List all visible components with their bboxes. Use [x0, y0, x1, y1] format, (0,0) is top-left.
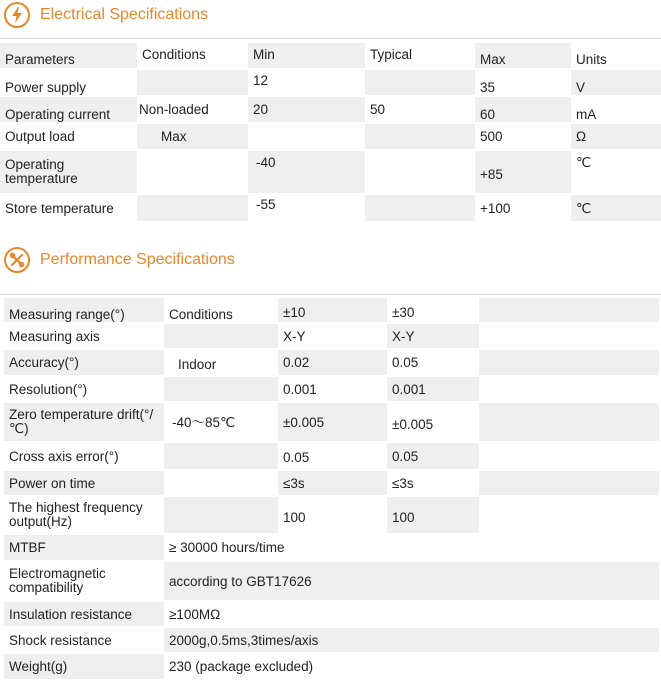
table-cell	[365, 69, 475, 96]
table-row	[4, 323, 659, 349]
performance-table	[4, 296, 659, 679]
table-cell: Store temperature	[0, 194, 137, 221]
table-row	[4, 534, 659, 561]
table-cell: Zero temperature drift(°/℃)	[4, 402, 164, 442]
table-row	[4, 402, 659, 442]
table-cell: ±0.005	[387, 402, 479, 442]
table-cell: +100	[475, 194, 571, 221]
tools-icon	[4, 247, 30, 273]
table-cell	[164, 323, 278, 349]
table-cell: 0.05	[278, 442, 387, 470]
table-cell	[164, 470, 278, 496]
table-cell: Indoor	[164, 349, 278, 376]
table-cell: ≤3s	[387, 470, 479, 496]
header-cell: Parameters	[0, 42, 137, 69]
table-cell: Accuracy(°)	[4, 349, 164, 376]
performance-title: Performance Specifications	[40, 251, 235, 268]
table-cell	[479, 442, 659, 470]
table-cell: ≥ 30000 hours/time	[164, 534, 659, 561]
table-cell	[137, 69, 248, 96]
table-cell: 2000g,0.5ms,3times/axis	[164, 627, 659, 653]
table-cell: Electromagnetic compatibility	[4, 561, 164, 601]
table-row	[4, 601, 659, 627]
table-row	[4, 442, 659, 470]
table-cell: Output load	[0, 123, 137, 150]
table-cell: ≥100MΩ	[164, 601, 659, 627]
table-cell	[137, 194, 248, 221]
table-cell: Measuring range(°)	[4, 297, 164, 323]
table-cell: ±0.005	[278, 402, 387, 442]
table-cell: 50	[365, 96, 475, 123]
table-cell: 0.02	[278, 349, 387, 376]
table-header-row	[4, 297, 659, 323]
table-cell	[365, 123, 475, 150]
header-cell: Conditions	[137, 42, 248, 69]
table-header-row	[0, 42, 661, 69]
table-cell: Power on time	[4, 470, 164, 496]
table-cell: X-Y	[278, 323, 387, 349]
table-cell: The highest frequency output(Hz)	[4, 496, 164, 534]
table-cell	[248, 123, 365, 150]
table-cell	[164, 376, 278, 402]
table-cell	[479, 297, 659, 323]
table-row	[0, 194, 661, 221]
header-cell: Typical	[365, 42, 475, 69]
table-cell: 0.05	[387, 349, 479, 376]
table-cell: Operating temperature	[0, 150, 137, 194]
table-cell: MTBF	[4, 534, 164, 561]
table-cell: V	[571, 69, 661, 96]
table-cell: ≤3s	[278, 470, 387, 496]
table-cell: Operating current	[0, 96, 137, 123]
divider	[0, 294, 661, 295]
table-cell: 100	[278, 496, 387, 534]
table-cell: Resolution(°)	[4, 376, 164, 402]
table-cell: Power supply	[0, 69, 137, 96]
table-row	[4, 376, 659, 402]
table-cell: -40～85℃	[164, 402, 278, 442]
divider	[0, 38, 661, 39]
table-cell	[137, 150, 248, 194]
table-row	[0, 69, 661, 96]
table-cell: 0.001	[387, 376, 479, 402]
table-cell: ℃	[571, 150, 661, 194]
table-cell: Ω	[571, 123, 661, 150]
table-cell: Measuring axis	[4, 323, 164, 349]
header-cell: Units	[571, 42, 661, 69]
electrical-table-body	[0, 42, 661, 221]
table-cell: Cross axis error(°)	[4, 442, 164, 470]
table-cell: ±10	[278, 297, 387, 323]
table-cell: Max	[137, 123, 248, 150]
table-cell: Conditions	[164, 297, 278, 323]
table-row	[4, 561, 659, 601]
table-cell: ℃	[571, 194, 661, 221]
table-cell	[365, 194, 475, 221]
table-row	[4, 627, 659, 653]
table-cell: 0.05	[387, 442, 479, 470]
table-row	[4, 470, 659, 496]
electrical-table	[0, 41, 661, 221]
table-cell: 500	[475, 123, 571, 150]
table-cell: 12	[248, 69, 365, 96]
table-row	[0, 123, 661, 150]
table-cell: Insulation resistance	[4, 601, 164, 627]
table-row	[4, 496, 659, 534]
table-cell: 0.001	[278, 376, 387, 402]
table-cell	[479, 470, 659, 496]
table-cell: -40	[248, 150, 365, 194]
table-cell: 230 (package excluded)	[164, 653, 659, 679]
table-cell: 100	[387, 496, 479, 534]
table-cell: according to GBT17626	[164, 561, 659, 601]
performance-section-title	[4, 247, 235, 273]
table-row	[4, 349, 659, 376]
table-cell: +85	[475, 150, 571, 194]
electrical-section-title	[4, 2, 208, 28]
table-cell: 35	[475, 69, 571, 96]
table-cell: 20	[248, 96, 365, 123]
performance-table-body	[4, 297, 659, 679]
electrical-title: Electrical Specifications	[40, 6, 209, 23]
table-cell	[164, 496, 278, 534]
lightning-icon	[4, 2, 30, 28]
header-cell: Max	[475, 42, 571, 69]
table-cell	[479, 402, 659, 442]
table-row	[0, 150, 661, 194]
table-cell: mA	[571, 96, 661, 123]
table-cell	[479, 496, 659, 534]
table-row	[0, 96, 661, 123]
table-cell	[164, 442, 278, 470]
table-cell: Weight(g)	[4, 653, 164, 679]
table-row	[4, 653, 659, 679]
table-cell	[479, 349, 659, 376]
table-cell: -55	[248, 194, 365, 221]
table-cell	[365, 150, 475, 194]
table-cell	[479, 376, 659, 402]
table-cell: X-Y	[387, 323, 479, 349]
table-cell: Shock resistance	[4, 627, 164, 653]
header-cell: Min	[248, 42, 365, 69]
table-cell: ±30	[387, 297, 479, 323]
table-cell	[479, 323, 659, 349]
table-cell: Non-loaded	[137, 96, 248, 123]
table-cell: 60	[475, 96, 571, 123]
